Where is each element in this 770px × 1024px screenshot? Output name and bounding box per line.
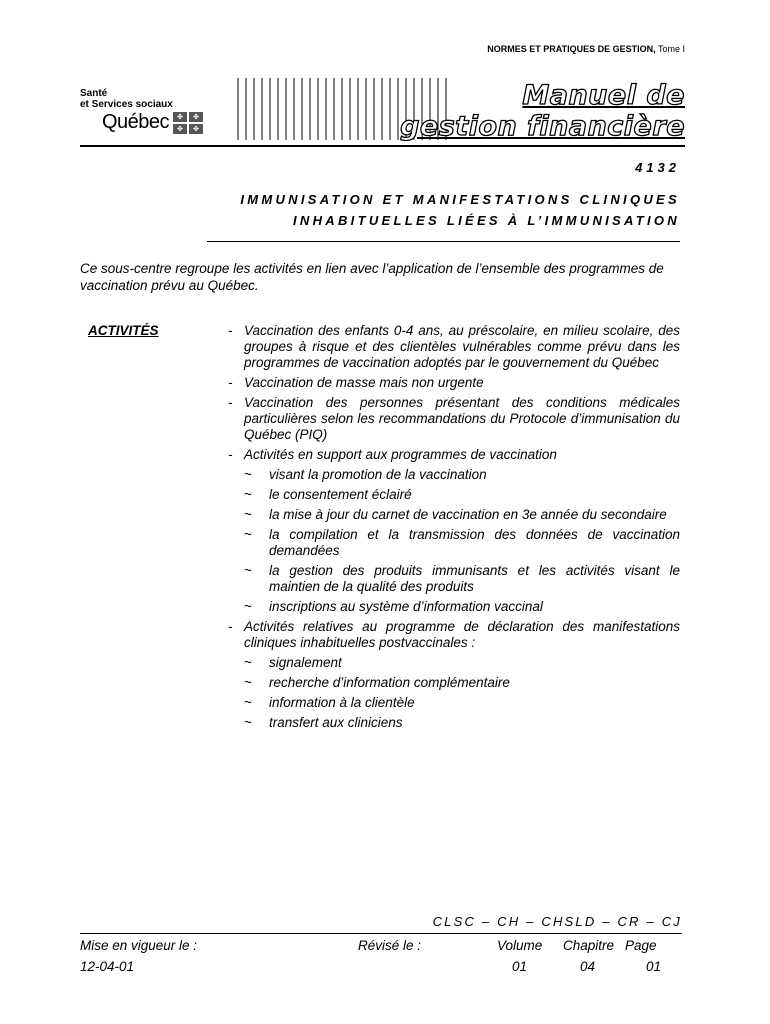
bullet-tilde: ~: [244, 695, 252, 710]
header-note-rest: Tome I: [655, 44, 685, 54]
sub-activity-text: information à la clientèle: [269, 695, 415, 710]
activity-text: Activités en support aux programmes de vaccination: [244, 447, 557, 462]
bullet-tilde: ~: [244, 715, 252, 730]
logo-line-2: et Services sociaux: [80, 99, 173, 110]
header-note: [487, 44, 685, 54]
effective-label: Mise en vigueur le :: [80, 938, 198, 953]
footer-establishment-code: CLSC – CH – CHSLD – CR – CJ: [432, 914, 682, 929]
bullet-tilde: ~: [244, 563, 252, 578]
header-note-bold: NORMES ET PRATIQUES DE GESTION,: [487, 44, 656, 54]
document-title-line-1: IMMUNISATION ET MANIFESTATIONS CLINIQUES: [240, 192, 680, 207]
sub-activity-item: [244, 695, 680, 711]
bullet-tilde: ~: [244, 527, 252, 542]
sub-activity-item: [244, 487, 680, 503]
manual-title: [400, 80, 685, 142]
header-rule: [80, 145, 685, 147]
sub-activity-item: [244, 467, 680, 483]
effective-date: 12-04-01: [80, 959, 135, 974]
sub-activity-text: la gestion des produits immunisants et les activités visant le maintien de la qualité des produits: [269, 563, 680, 594]
bullet-tilde: ~: [244, 507, 252, 522]
sub-activity-item: [244, 675, 680, 691]
footer-rule: [80, 933, 682, 934]
sub-activity-item: [244, 527, 680, 559]
bullet-dash: -: [228, 323, 233, 338]
volume-value: 01: [512, 959, 528, 974]
activity-item: [225, 619, 680, 731]
sub-activity-text: recherche d’information complémentaire: [269, 675, 510, 690]
manual-title-line-2: gestion financière: [400, 111, 685, 142]
chapter-label: Chapitre: [563, 938, 615, 953]
bullet-tilde: ~: [244, 487, 252, 502]
sub-activity-item: [244, 507, 680, 523]
section-label-activites: ACTIVITÉS: [88, 323, 159, 338]
sub-activity-text: signalement: [269, 655, 342, 670]
bullet-dash: -: [228, 375, 233, 390]
sub-activity-text: inscriptions au système d’information vaccinal: [269, 599, 543, 614]
sante-quebec-logo: [80, 88, 220, 134]
sub-activity-text: visant la promotion de la vaccination: [269, 467, 487, 482]
logo-line-1: Santé: [80, 88, 108, 99]
page-value: 01: [646, 959, 662, 974]
sub-activity-text: le consentement éclairé: [269, 487, 412, 502]
revised-label: Révisé le :: [358, 938, 422, 953]
sub-activity-text: la compilation et la transmission des données de vaccination demandées: [269, 527, 680, 558]
manual-title-line-1: Manuel de: [522, 80, 685, 111]
quebec-flag-icon: ✤ ✤ ✤ ✤: [173, 112, 203, 134]
sub-activity-item: [244, 655, 680, 671]
document-title: [240, 189, 680, 231]
title-rule: [207, 241, 680, 242]
activity-text: Vaccination des personnes présentant des conditions médicales particulières selon les recommandations du Protocole d’immunisation du Québec (PIQ): [244, 395, 680, 442]
activities-list: [225, 323, 680, 735]
sub-activity-item: [244, 563, 680, 595]
activity-text: Vaccination des enfants 0-4 ans, au préscolaire, en milieu scolaire, des groupes à risque et des clientèles vulnérables comme prévu dans les programmes de vaccination adoptés par le gouvernement du Québec: [244, 323, 680, 370]
bullet-tilde: ~: [244, 467, 252, 482]
activity-item: [225, 375, 680, 391]
document-title-line-2: INHABITUELLES LIÉES À L’IMMUNISATION: [293, 213, 680, 228]
intro-paragraph: Ce sous-centre regroupe les activités en lien avec l’application de l’ensemble des programmes de vaccination prévu au Québec.: [80, 261, 664, 293]
sub-activity-item: [244, 715, 680, 731]
bullet-tilde: ~: [244, 655, 252, 670]
activity-item: [225, 323, 680, 371]
logo-quebec-word: Québec: [102, 111, 170, 133]
activity-item: [225, 395, 680, 443]
chapter-value: 04: [580, 959, 596, 974]
bullet-dash: -: [228, 395, 233, 410]
sub-activity-text: la mise à jour du carnet de vaccination en 3e année du secondaire: [269, 507, 667, 522]
activity-text: Vaccination de masse mais non urgente: [244, 375, 484, 390]
volume-label: Volume: [497, 938, 543, 953]
activity-item: [225, 447, 680, 615]
bullet-tilde: ~: [244, 675, 252, 690]
sub-activity-text: transfert aux cliniciens: [269, 715, 403, 730]
bullet-dash: -: [228, 619, 233, 634]
activity-text: Activités relatives au programme de déclaration des manifestations cliniques inhabituelles postvaccinales :: [244, 619, 680, 650]
document-number: 4132: [635, 160, 680, 175]
page-label: Page: [625, 938, 657, 953]
bullet-tilde: ~: [244, 599, 252, 614]
bullet-dash: -: [228, 447, 233, 462]
sub-activity-item: [244, 599, 680, 615]
